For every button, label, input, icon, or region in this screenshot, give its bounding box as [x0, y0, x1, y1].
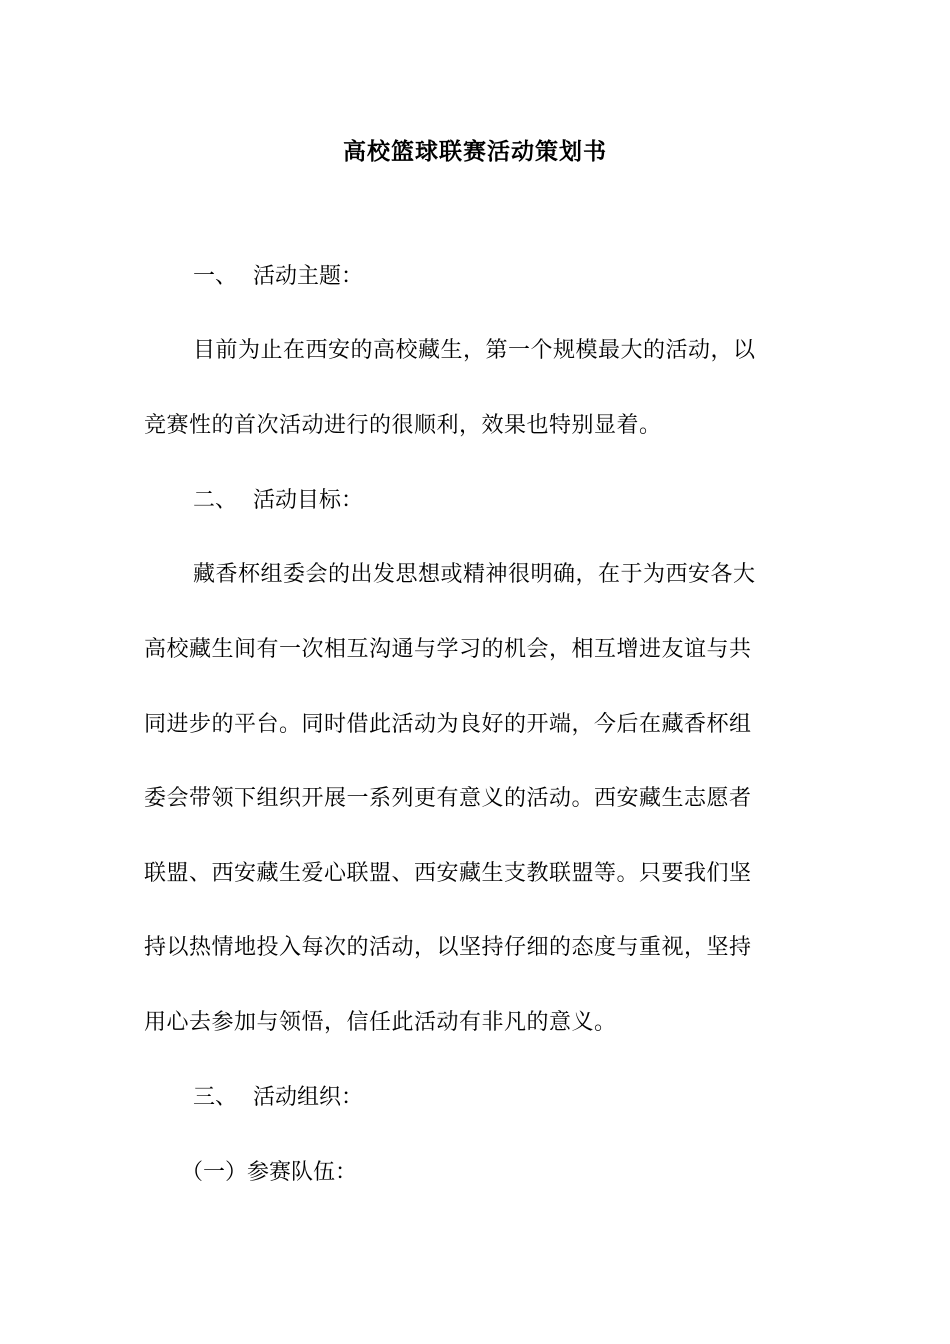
paragraph-line: 高校藏生间有一次相互沟通与学习的机会，相互增进友谊与共 [144, 637, 752, 662]
paragraph-line: 竞赛性的首次活动进行的很顺利，效果也特别显着。 [144, 413, 662, 438]
paragraph-line: 同进步的平台。同时借此活动为良好的开端，今后在藏香杯组 [144, 712, 752, 737]
section-heading-text: 活动主题： [253, 264, 364, 289]
section-heading-text: 活动目标： [253, 488, 364, 513]
section-number: 一、 [193, 264, 238, 289]
section-heading-3 [193, 1083, 363, 1113]
paragraph-line: 目前为止在西安的高校藏生，第一个规模最大的活动，以 [193, 338, 756, 363]
section-heading-2 [193, 486, 363, 516]
document-title: 高校篮球联赛活动策划书 [343, 138, 607, 165]
section-heading-text: 活动组织： [253, 1085, 364, 1110]
paragraph-line: 委会带领下组织开展一系列更有意义的活动。西安藏生志愿者 [144, 786, 752, 811]
sub-heading: （一）参赛队伍： [181, 1160, 358, 1185]
section-number: 二、 [193, 488, 238, 513]
section-heading-1 [193, 262, 363, 292]
paragraph-line: 持以热情地投入每次的活动，以坚持仔细的态度与重视，坚持 [144, 935, 752, 960]
paragraph-line: 用心去参加与领悟，信任此活动有非凡的意义。 [144, 1010, 617, 1035]
paragraph-line: 联盟、西安藏生爱心联盟、西安藏生支教联盟等。只要我们坚 [144, 861, 752, 886]
paragraph-line: 藏香杯组委会的出发思想或精神很明确，在于为西安各大 [193, 562, 756, 587]
section-number: 三、 [193, 1085, 238, 1110]
